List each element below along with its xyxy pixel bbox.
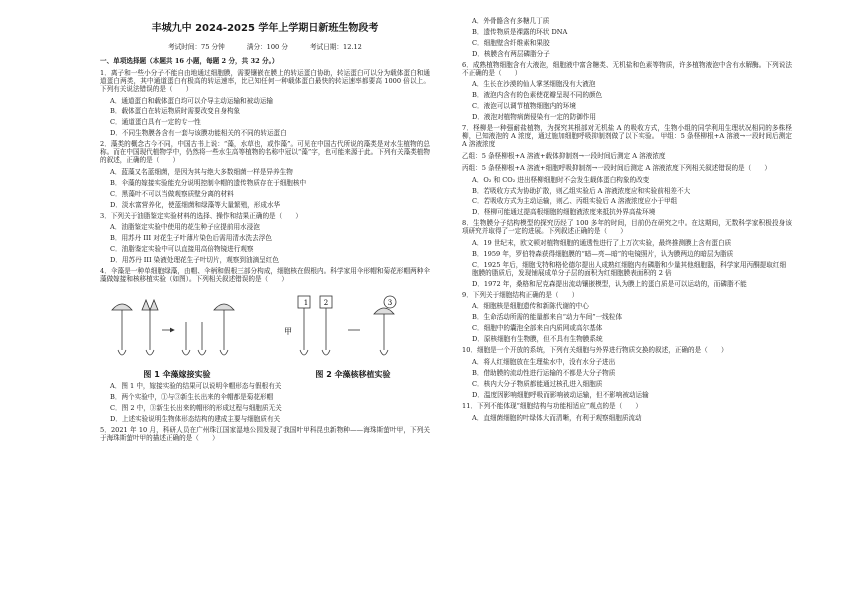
answer-option: A．外骨骼含有多糖几丁质 xyxy=(472,17,550,25)
question-text: 4．伞藻是一种单细胞绿藻，由帽、伞柄和假根三部分构成，细胞核在假根内。科学家用伞形帽和菊花形帽两种伞藻做嫁接和核移植实验（如图）。下列相关叙述错误的是（ ） xyxy=(100,267,430,283)
answer-option: A．细胞核是细胞遗传和新陈代谢的中心 xyxy=(472,302,589,311)
figure-nuclear-transfer xyxy=(278,290,428,380)
answer-option: D．1972 年，桑格和尼克森提出流动镶嵌模型，认为膜上的蛋白质是可以运动的，而磷脂不能 xyxy=(472,279,747,288)
answer-option: D．上述实验说明生物体形态结构的建成主要与细胞质有关 xyxy=(110,415,281,424)
figure-caption-2: 图 2 伞藻核移植实验 xyxy=(315,369,391,379)
question-text: 2．藻类的概念古今不同，中国古书上说：“藻，水草也，或作藻”。可见在中国古代所说的藻类是对水生植物的总称。而在中国现代植物学中，仍然将一些水生高等植物的名称中冠以“藻”字，也可能来源于此。下列有关藻类植物的叙述，正确的是（ ） xyxy=(100,140,430,164)
answer-option: A．通道蛋白和载体蛋白均可以介导主动运输和被动运输 xyxy=(110,96,274,105)
answer-option: D．不同生物膜各含有一套与该膜功能相关的不同的转运蛋白 xyxy=(110,129,287,138)
question-text: 8．生物膜分子结构模型的探究历经了 100 多年的时间，目前仍在研究之中。在这期间，无数科学家积极投身该项研究并取得了一定的进展。下列叙述正确的是（ ） xyxy=(462,219,792,236)
answer-option: A．蓝藻又名蓝细菌，是因为其与绝大多数细菌一样是异养生物 xyxy=(110,167,293,176)
answer-option: B．两个实验中，①与③新生长出来的伞帽都是菊花形帽 xyxy=(110,393,274,402)
left-column xyxy=(100,18,430,447)
answer-option: D．原核细胞有生物膜，但不具有生物膜系统 xyxy=(472,335,603,344)
answer-option: B．液泡内含有的色素使花瓣呈现不同的颜色 xyxy=(472,91,603,100)
answer-option: B．伞藻的嫁接实验能充分说明控制伞帽的遗传物质存在于细胞核中 xyxy=(110,178,307,187)
umbrella-algae-figure xyxy=(100,290,430,380)
answer-option: C．核内大分子物质都能通过核孔进入细胞质 xyxy=(472,379,603,388)
question-text: 丙组：5 条柽柳根+A 溶液+细胞呼吸抑制剂→一段时间后测定 A 溶液浓度下列相关叙述错误的是（ ） xyxy=(462,163,772,172)
question-text: 5．2021 年 10 月，科研人员在广州珠江国家湿地公园发现了我国叶甲科昆虫新物种——海珠斯萤叶甲，下列关于海珠斯萤叶甲的描述正确的是（ ） xyxy=(100,426,430,442)
label-jia: 甲 xyxy=(284,326,292,336)
answer-option: B．遗传物质是裸露的环状 DNA xyxy=(472,27,568,36)
label-num-1: 1 xyxy=(303,298,309,307)
question-text: 10．细胞是一个开放的系统，下列有关细胞与外界进行物质交换的叙述，正确的是（ ） xyxy=(462,346,728,355)
answer-option: D．核膜含有两层磷脂分子 xyxy=(472,49,550,58)
answer-option: B．1959 年，罗伯特森获得细胞膜的“暗—亮—暗”的电镜照片，认为膜两边的暗层为脂质 xyxy=(472,249,734,258)
answer-option: C．若吸收方式为主动运输，则乙、丙组实验后 A 溶液浓度应小于甲组 xyxy=(472,197,678,206)
answer-option: D．淡水富营养化，使蓝细菌和绿藻等大量繁殖，形成水华 xyxy=(110,200,281,209)
answer-option: B．若吸收方式为协助扩散，则乙组实验后 A 溶液浓度应和实验前相差不大 xyxy=(472,186,691,195)
answer-option: B．载体蛋白在转运物质时需要改变自身构象 xyxy=(110,107,241,116)
grafting-diagram xyxy=(102,290,252,368)
question-text: 11．下列不能体现“细胞结构与功能相适应”观点的是（ ） xyxy=(462,401,642,410)
question-text: 乙组：5 条柽柳根+A 溶液+载体抑制剂→一段时间后测定 A 溶液浓度 xyxy=(462,151,666,160)
answer-option: D．柽柳可能通过提高根细胞的细胞液浓度来抵抗外界高盐环境 xyxy=(472,208,656,217)
page-title: 丰城九中 2024-2025 学年上学期日新班生物段考 xyxy=(151,23,379,34)
answer-option: D．温度因影响细胞呼吸而影响被动运输，但不影响被动运输 xyxy=(472,390,649,399)
exam-score: 满分：100 分 xyxy=(246,43,288,51)
answer-option: A．将人红细胞放在生理盐水中，没有水分子进出 xyxy=(472,358,616,366)
question-text: 6．成熟植物细胞含有大液泡，细胞液中富含糖类、无机盐和色素等物质，许多植物液泡中含有水解酶。下列说法不正确的是（ ） xyxy=(462,60,792,77)
answer-option: B．生命活动所需的能量都来自“动力车间”一线粒体 xyxy=(472,313,623,322)
answer-option: A．直细菌细胞的叶绿体大而清晰，有利于观察细胞质流动 xyxy=(472,413,642,422)
answer-option: A．19 世纪末，欧文顿对植物细胞的通透性进行了上万次实验，最终推测膜上含有蛋白质 xyxy=(472,239,732,248)
answer-option: B．用苏丹 III 对花生子叶薄片染色后需用清水洗去浮色 xyxy=(110,234,272,243)
answer-option: C．液泡可以调节植物细胞内的环境 xyxy=(472,102,576,111)
question-text: 3．下列关于油脂鉴定实验材料的选择、操作和结果正确的是（ ） xyxy=(100,211,303,220)
answer-option: C．细胞壁含纤维素和果胶 xyxy=(472,38,550,47)
figure-grafting xyxy=(102,290,252,380)
answer-option: C．黑藻叶不可以当做观察质壁分离的材料 xyxy=(110,189,234,198)
answer-option: A．生长在沙漠的仙人掌茎细胞没有大液泡 xyxy=(472,80,596,89)
answer-option: C．油脂鉴定实验中可以直接用高倍物镜进行观察 xyxy=(110,245,254,254)
answer-option: C．通道蛋白具有一定的专一性 xyxy=(110,118,201,127)
question-text: 7．柽柳是一种强耐盐植物，为探究其根部对无机盐 A 的吸收方式，生物小组的同学利用生理状况相同的多株柽柳，已知液泡的 A 浓度，通过施加细胞呼吸抑制剂做了以下实验。 甲组：5 条柽柳根+A 溶液→一段时间后测定 A 溶液浓度 xyxy=(462,124,792,148)
label-num-2: 2 xyxy=(323,298,329,307)
answer-option: A．油脂鉴定实验中使用的花生种子应提前用水浸泡 xyxy=(110,223,260,232)
exam-time: 考试时间：75 分钟 xyxy=(168,43,225,51)
question-text: 1．离子和一些小分子不能自由地通过细胞膜，需要镶嵌在膜上的转运蛋白协助，转运蛋白可以分为载体蛋白和通道蛋白两类，其中通道蛋白有极高的转运速率，比已知任何一种载体蛋白最快的转运速率都要高 1000 倍以上。下列有关说法错误的是（ ） xyxy=(100,68,430,93)
right-column xyxy=(462,18,792,425)
answer-option: A．图 1 中，嫁接实验的结果可以说明伞帽形态与假根有关 xyxy=(110,382,282,391)
answer-option: C．1925 年后，细胞戈特和格伦德尔提出人成熟红细胞内有磷脂和少量其他细胞器，科学家用丙酮提取红细胞膜的脂质后，发现铺展成单分子层的面积为红细胞膜表面积的 2 倍 xyxy=(472,260,787,277)
answer-option: D．液泡对植物病菌侵染有一定的防御作用 xyxy=(472,113,596,122)
answer-option: B．借助膜的流动性进行运输的不都是大分子物质 xyxy=(472,368,616,377)
left-questions xyxy=(100,70,430,284)
left-questions-after-figure xyxy=(100,383,430,442)
nuclear-transfer-diagram xyxy=(278,290,428,368)
exam-date: 考试日期：12.12 xyxy=(310,43,362,51)
answer-option: C．细胞中的囊泡全部来自内质网或高尔基体 xyxy=(472,324,603,333)
answer-option: D．用苏丹 III 染液处理花生子叶切片，观察到油滴呈红色 xyxy=(110,256,279,265)
figure-caption-1: 图 1 伞藻嫁接实验 xyxy=(143,369,211,379)
section-heading: 一、单项选择题（本题共 16 小题，每题 2 分，共 32 分。） xyxy=(100,56,279,65)
answer-option: A．O₂ 和 CO₂ 进出柽柳细胞时不会发生载体蛋白构象的改变 xyxy=(472,175,650,184)
right-questions xyxy=(462,18,792,422)
question-text: 9．下列关于细胞结构正确的是（ ） xyxy=(462,290,579,299)
exam-meta xyxy=(100,44,430,52)
answer-option: C．图 2 中，③新生长出来的帽形的形成过程与细胞质无关 xyxy=(110,404,282,413)
label-num-3: 3 xyxy=(387,298,393,307)
